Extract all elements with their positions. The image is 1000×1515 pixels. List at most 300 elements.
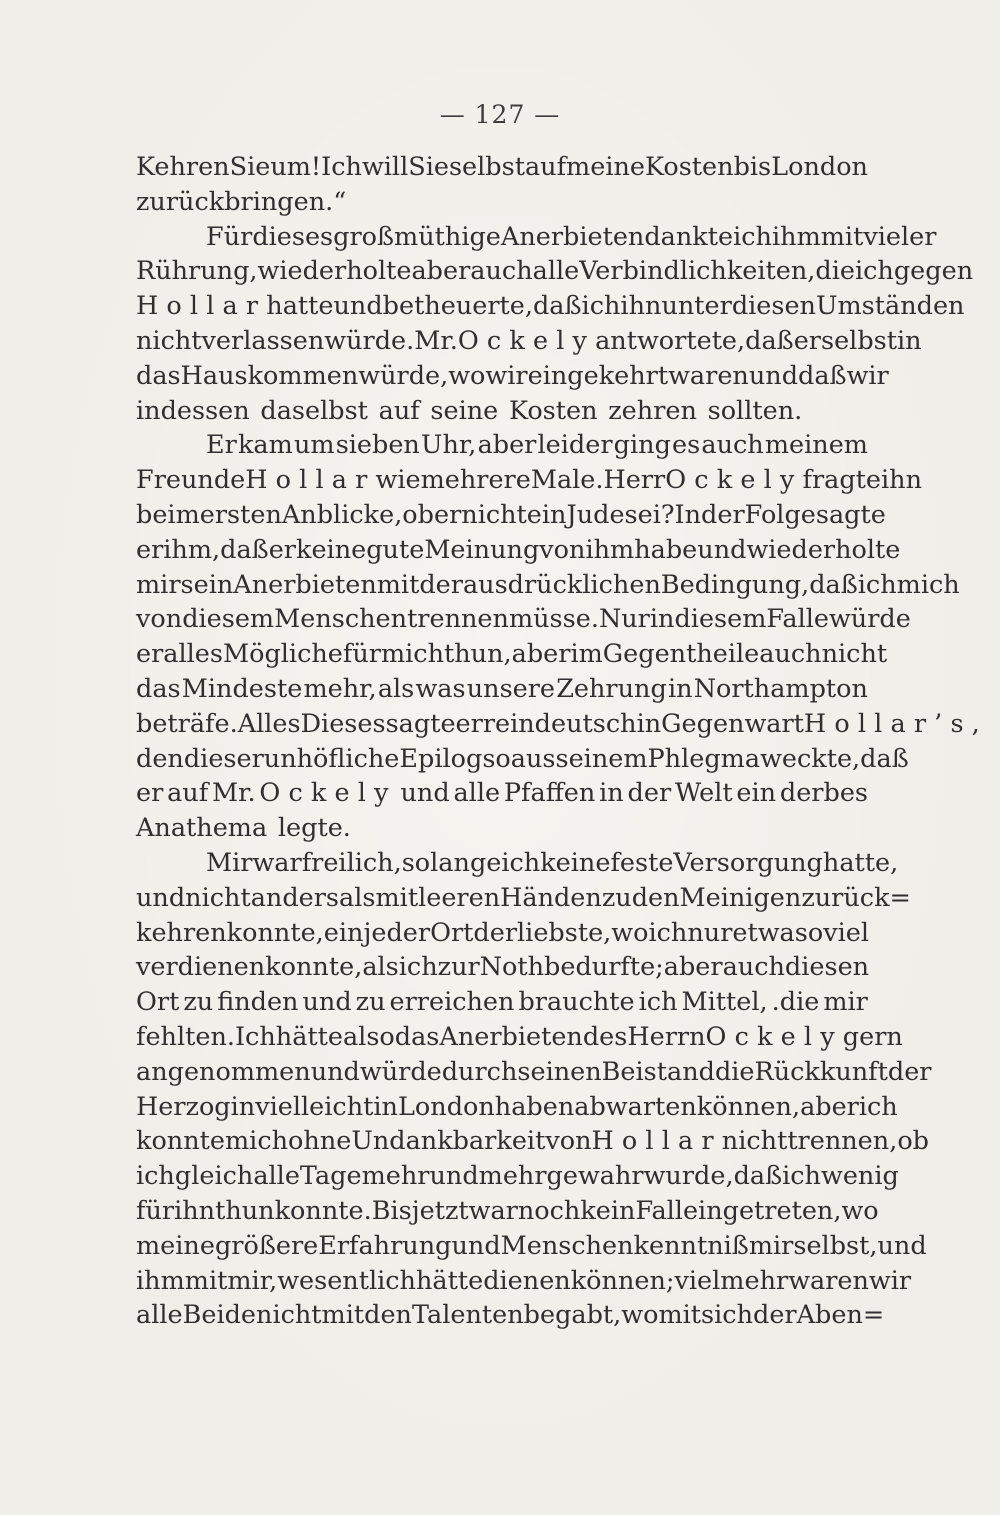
text-line — [136, 533, 901, 568]
word: konnte — [136, 1126, 225, 1157]
word: London — [771, 152, 868, 182]
word: war — [252, 847, 302, 878]
word: in — [599, 778, 624, 809]
word: Zehrung — [556, 673, 667, 704]
text-line — [136, 776, 868, 811]
word: Gegenwart — [661, 708, 804, 739]
text-line — [136, 394, 868, 429]
word: Ich — [321, 152, 362, 182]
word: wiederholte — [746, 534, 901, 565]
word: mehr — [361, 1161, 430, 1192]
word: aber — [511, 639, 571, 670]
word: sieben — [335, 430, 420, 461]
word: als — [377, 673, 415, 704]
word: Ort — [136, 987, 180, 1018]
word: Falle — [766, 604, 829, 635]
word: gewahr — [546, 1161, 644, 1192]
word: mich — [380, 639, 444, 670]
word: ging — [613, 430, 671, 461]
word: deutsch — [534, 708, 637, 739]
word: um — [293, 430, 335, 461]
word: ihn — [174, 1195, 216, 1226]
word: mit — [184, 1265, 228, 1296]
word: Freunde — [136, 465, 246, 496]
word: Sie — [408, 152, 449, 182]
word: indessen — [136, 395, 250, 426]
word: meine — [136, 1230, 215, 1261]
word: wir — [868, 1265, 912, 1296]
word: nicht — [256, 1300, 322, 1331]
word: wo — [448, 360, 486, 391]
text-line — [136, 324, 922, 359]
word: in — [373, 1091, 398, 1122]
word: er — [433, 499, 462, 530]
word: wiederholte — [257, 256, 412, 287]
word: daß — [798, 360, 847, 391]
word: vielleicht — [255, 1091, 374, 1122]
text-line — [136, 916, 868, 951]
word: feste — [610, 847, 674, 878]
word: diesem — [674, 604, 767, 635]
word: ich — [858, 1091, 898, 1122]
word: der — [473, 917, 518, 948]
text-line — [136, 1124, 929, 1159]
word: war — [468, 1195, 518, 1226]
text-line — [136, 985, 868, 1020]
word: und — [136, 882, 186, 913]
word: dienen — [483, 1265, 571, 1296]
word: der — [627, 778, 672, 809]
word: Bedingung, — [660, 569, 810, 600]
word: der — [419, 569, 463, 600]
word: sollten. — [707, 395, 803, 426]
word: jetzt — [411, 1195, 469, 1226]
word: daß — [220, 534, 269, 565]
word: kam — [237, 430, 293, 461]
word: nicht — [821, 639, 888, 670]
word: Anerbieten — [233, 569, 377, 600]
word: Phlegma — [647, 743, 761, 774]
word: konnte, — [265, 952, 363, 983]
text-line — [136, 1020, 903, 1055]
word: ob — [897, 1126, 929, 1157]
word: thun — [215, 1195, 275, 1226]
word: Er — [206, 430, 237, 461]
word: aber — [800, 1091, 859, 1122]
word: mir — [823, 987, 868, 1018]
word: Folge — [744, 499, 816, 530]
word: können, — [696, 1091, 801, 1122]
word: beim — [136, 499, 200, 530]
word: zurück= — [801, 882, 911, 913]
word: ich — [733, 221, 772, 252]
word: Noth — [479, 952, 545, 983]
word: daß — [809, 569, 858, 600]
word: von — [136, 604, 183, 635]
word: mehr, — [303, 673, 377, 704]
word: Rührung, — [136, 256, 258, 287]
word: Anathema — [136, 813, 268, 844]
word: Northampton — [693, 673, 868, 704]
word: müsse. — [508, 604, 599, 635]
word: und — [748, 360, 799, 391]
word: ich — [857, 569, 897, 600]
word: fragte — [802, 465, 881, 496]
word: seine — [430, 395, 499, 426]
word: .die — [771, 987, 820, 1018]
word: thun, — [444, 639, 512, 670]
word: Umständen — [815, 291, 965, 322]
word: Mir — [206, 847, 253, 878]
word: finden — [217, 987, 299, 1018]
word: und — [877, 1230, 927, 1261]
word: ihn — [620, 291, 662, 322]
word: Meinigen — [679, 882, 802, 913]
word: es — [672, 430, 701, 461]
word: er — [268, 534, 296, 565]
text-line — [136, 672, 868, 707]
text-line — [136, 1194, 879, 1229]
word: so — [794, 917, 824, 948]
word: ausdrücklichen — [462, 569, 661, 600]
word: aber — [477, 430, 537, 461]
word: für — [342, 639, 381, 670]
word: legte. — [277, 813, 351, 844]
word: also — [342, 1021, 395, 1052]
emphasized-name: Hollar — [245, 465, 376, 496]
word: etwa — [732, 917, 795, 948]
text-line — [136, 602, 911, 637]
page-number: — 127 — — [439, 100, 561, 129]
word: sich — [701, 1300, 753, 1331]
word: er — [136, 534, 164, 565]
text-line — [136, 289, 965, 324]
word: mehr — [478, 1161, 547, 1192]
emphasized-name: Hollar’s, — [803, 708, 988, 739]
word: er — [455, 708, 483, 739]
word: kehren — [136, 917, 227, 948]
word: Alles — [237, 708, 301, 739]
word: und — [333, 291, 383, 322]
word: fehlten. — [136, 1021, 235, 1052]
word: daß — [532, 291, 582, 322]
word: beträfe. — [136, 708, 238, 739]
word: mir — [748, 1230, 794, 1261]
word: können; — [570, 1265, 675, 1296]
word: verdienen — [136, 952, 266, 983]
word: Ort — [430, 917, 474, 948]
word: diesen — [731, 291, 816, 322]
word: daselbst — [260, 395, 368, 426]
word: In — [674, 499, 702, 530]
word: würde — [828, 604, 911, 635]
word: in — [636, 708, 662, 739]
word: hätte — [275, 1021, 343, 1052]
word: würde. — [324, 325, 415, 356]
emphasized-name: Hollar — [136, 291, 267, 322]
word: Anerbieten — [439, 1021, 583, 1052]
word: Mögliche — [222, 639, 343, 670]
word: meinem — [764, 430, 868, 461]
word: Gegentheile — [602, 639, 760, 670]
word: sagte — [815, 499, 886, 530]
word: leider — [537, 430, 613, 461]
word: gegen — [893, 256, 974, 287]
word: Welt — [674, 778, 733, 809]
word: waren — [788, 1265, 869, 1296]
word: unsere — [466, 673, 556, 704]
word: erreichen — [389, 987, 515, 1018]
emphasized-name: Ockely — [457, 325, 596, 356]
word: Pfaffen — [503, 778, 596, 809]
word: mehrere — [420, 465, 531, 496]
word: Herr — [603, 465, 666, 496]
word: Haus — [180, 360, 248, 391]
word: ein — [323, 917, 364, 948]
word: auch — [759, 639, 822, 670]
text-line — [136, 568, 960, 603]
word: eingetreten, — [682, 1195, 842, 1226]
word: trennen — [407, 604, 509, 635]
word: ohne — [288, 1126, 352, 1157]
word: ein — [526, 499, 567, 530]
word: daß — [745, 325, 794, 356]
word: dieses — [252, 221, 334, 252]
word: das — [136, 673, 181, 704]
word: seinem — [555, 743, 648, 774]
word: die — [714, 1056, 755, 1087]
word: für — [136, 1195, 175, 1226]
word: sagte — [385, 708, 456, 739]
word: ein — [736, 778, 777, 809]
word: Kehren — [136, 152, 230, 182]
word: der — [887, 1056, 932, 1087]
word: Beide — [182, 1300, 257, 1331]
word: sein — [180, 569, 234, 600]
word: Meinung — [424, 534, 540, 565]
text-line — [136, 881, 911, 916]
word: und — [697, 534, 747, 565]
word: Fall — [635, 1195, 683, 1226]
word: unhöfliche — [263, 743, 400, 774]
word: Tage — [299, 1161, 362, 1192]
word: größere — [214, 1230, 319, 1261]
word: würde, — [358, 360, 449, 391]
word: Dieses — [300, 708, 386, 739]
word: auch — [701, 430, 764, 461]
word: mit — [321, 1300, 365, 1331]
word: Epilog — [399, 743, 483, 774]
word: abwarten — [574, 1091, 697, 1122]
word: selbst — [820, 325, 897, 356]
text-line — [136, 811, 868, 846]
word: alle — [453, 778, 501, 809]
word: Menschenkenntniß — [500, 1230, 749, 1261]
word: leeren — [418, 882, 501, 913]
word: ich — [638, 987, 678, 1018]
word: antwortete, — [595, 325, 746, 356]
emphasized-name: Ockely — [259, 778, 397, 809]
word: im — [570, 639, 603, 670]
word: bis — [733, 152, 772, 182]
word: so — [401, 847, 431, 878]
word: Herrn — [627, 1021, 706, 1052]
word: Sie — [229, 152, 271, 182]
word: aber — [663, 952, 723, 983]
emphasized-name: Hollar — [591, 1126, 722, 1157]
word: durch — [441, 1056, 518, 1087]
word: auf — [167, 778, 209, 809]
word: anders — [250, 882, 340, 913]
word: Erfahrung — [318, 1230, 452, 1261]
word: gute — [366, 534, 425, 565]
word: nicht — [461, 499, 527, 530]
word: ich — [581, 291, 621, 322]
word: auch — [470, 256, 533, 287]
word: mit — [376, 569, 420, 600]
word: selbst — [448, 152, 525, 182]
word: Kosten — [508, 395, 598, 426]
text-line — [136, 1298, 885, 1333]
word: wie — [375, 465, 421, 496]
word: er — [136, 778, 164, 809]
body-text — [136, 150, 988, 1333]
word: auf — [378, 395, 420, 426]
word: ihm — [136, 1265, 185, 1296]
word: auf — [524, 152, 567, 182]
word: auch — [722, 952, 785, 983]
word: haben — [494, 1091, 575, 1122]
word: daß — [860, 743, 909, 774]
word: diesen — [784, 952, 870, 983]
word: meine — [566, 152, 645, 182]
word: Male. — [530, 465, 604, 496]
word: zu — [183, 987, 214, 1018]
word: diesem — [182, 604, 275, 635]
word: die — [815, 256, 855, 287]
word: ich — [136, 1161, 175, 1192]
word: Herzogin — [136, 1091, 256, 1122]
word: Für — [206, 221, 253, 252]
word: Rückkunft — [754, 1056, 888, 1087]
word: mich — [225, 1126, 289, 1157]
word: und — [310, 1056, 360, 1087]
text-line — [136, 498, 886, 533]
word: hätte — [415, 1265, 484, 1296]
word: konnte, — [226, 917, 324, 948]
word: des — [582, 1021, 628, 1052]
word: der — [753, 1300, 797, 1331]
text-line — [136, 185, 868, 220]
word: zu — [355, 987, 386, 1018]
word: alles — [163, 639, 223, 670]
text-line — [136, 359, 889, 394]
text-line — [136, 428, 868, 463]
word: das — [394, 1021, 440, 1052]
word: und — [400, 778, 450, 809]
emphasized-name: Ockely — [705, 1021, 843, 1052]
word: eingekehrt — [527, 360, 669, 391]
word: ich — [501, 847, 541, 878]
word: mir — [136, 569, 181, 600]
word: mich — [896, 569, 960, 600]
word: wir — [846, 360, 889, 391]
word: brauchte — [518, 987, 635, 1018]
word: aus — [510, 743, 556, 774]
word: trennen, — [787, 1126, 898, 1157]
text-line — [136, 1090, 898, 1125]
word: in — [896, 325, 922, 356]
word: Mr. — [211, 778, 256, 809]
word: alle — [136, 1300, 183, 1331]
word: Kosten — [645, 152, 734, 182]
word: den — [136, 743, 184, 774]
word: mit — [375, 882, 419, 913]
word: ich — [648, 917, 688, 948]
word: und — [429, 1161, 479, 1192]
word: waren — [668, 360, 749, 391]
word: sei? — [624, 499, 675, 530]
word: nicht — [136, 325, 202, 356]
word: zur — [437, 952, 480, 983]
word: Mindeste — [181, 673, 303, 704]
word: betheuerte, — [382, 291, 533, 322]
word: in — [667, 673, 693, 704]
word: gleich — [174, 1161, 254, 1192]
word: hatte — [266, 291, 334, 322]
word: aber — [411, 256, 471, 287]
text-line — [136, 1264, 912, 1299]
word: den — [364, 1300, 412, 1331]
word: Anblicke, — [281, 499, 403, 530]
word: habe — [634, 534, 698, 565]
word: Menschen — [274, 604, 408, 635]
word: wo — [611, 917, 649, 948]
word: Versorgung — [673, 847, 823, 878]
word: Nur — [598, 604, 650, 635]
word: Aben= — [796, 1300, 885, 1331]
word: er — [793, 325, 821, 356]
word: Talenten — [411, 1300, 524, 1331]
word: bedurfte; — [544, 952, 664, 983]
word: Anerbieten — [500, 221, 645, 252]
word: Mr. — [414, 325, 458, 356]
word: daß — [733, 1161, 783, 1192]
word: wir — [485, 360, 528, 391]
word: weckte, — [760, 743, 861, 774]
text-line — [136, 707, 988, 742]
word: viel — [823, 917, 870, 948]
word: Verbindlichkeiten, — [579, 256, 816, 287]
word: freilich, — [301, 847, 402, 878]
word: rein — [482, 708, 535, 739]
word: ihn — [881, 465, 923, 496]
word: hatte, — [822, 847, 899, 878]
text-line — [136, 220, 937, 255]
word: wesentlich — [277, 1265, 416, 1296]
word: der — [701, 499, 745, 530]
word: angenommen — [136, 1056, 311, 1087]
word: alle — [253, 1161, 300, 1192]
word: von — [545, 1126, 592, 1157]
word: will — [361, 152, 409, 182]
word: Jude — [566, 499, 625, 530]
word: ich — [854, 256, 894, 287]
word: und — [302, 987, 352, 1018]
word: zehren — [608, 395, 697, 426]
word: London — [397, 1091, 495, 1122]
word: um! — [270, 152, 322, 182]
